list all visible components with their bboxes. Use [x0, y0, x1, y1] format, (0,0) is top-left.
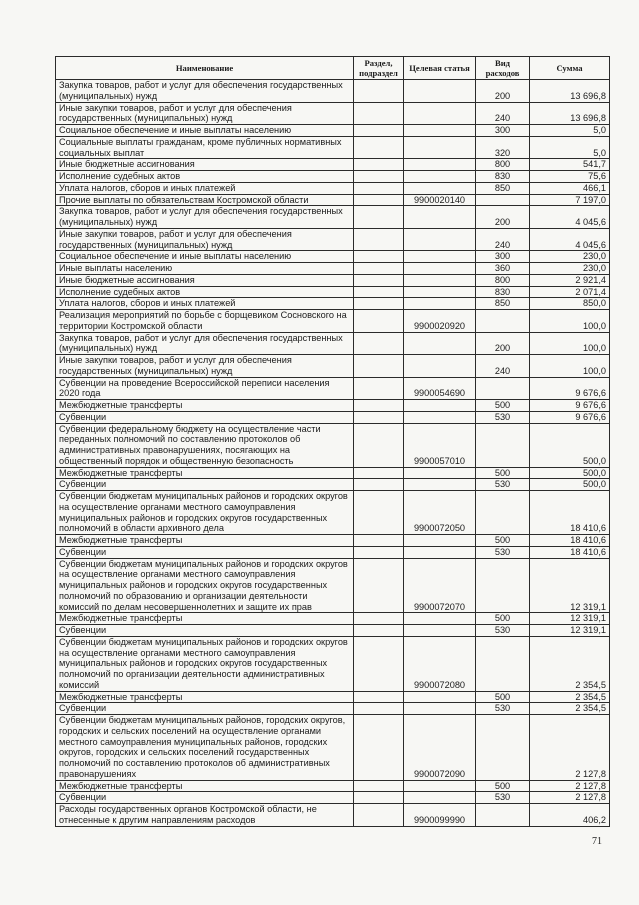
cell-name: Расходы государственных органов Костромской области, не отнесенные к другим направлениям расходов [56, 804, 354, 827]
cell-type: 360 [476, 263, 530, 275]
cell-target: 9900072050 [404, 491, 476, 535]
cell-sum: 9 676,6 [530, 377, 610, 400]
cell-target: 9900099990 [404, 804, 476, 827]
cell-name: Субвенции бюджетам муниципальных районов и городских округов на осуществление органами местного самоуправления муниципальных районов и городских округов государственных полномочий в области архивного дела [56, 491, 354, 535]
cell-sum: 7 197,0 [530, 194, 610, 206]
cell-name: Межбюджетные трансферты [56, 613, 354, 625]
cell-target [404, 206, 476, 229]
cell-sum: 500,0 [530, 479, 610, 491]
cell-section [354, 355, 404, 378]
cell-section [354, 251, 404, 263]
cell-name: Прочие выплаты по обязательствам Костромской области [56, 194, 354, 206]
cell-sum: 5,0 [530, 136, 610, 159]
cell-section [354, 400, 404, 412]
cell-type: 240 [476, 102, 530, 125]
cell-name: Социальное обеспечение и иные выплаты населению [56, 125, 354, 137]
cell-target [404, 703, 476, 715]
cell-section [354, 546, 404, 558]
cell-sum: 2 354,5 [530, 691, 610, 703]
cell-target [404, 251, 476, 263]
cell-name: Реализация мероприятий по борьбе с борщевиком Сосновского на территории Костромской области [56, 310, 354, 333]
cell-section [354, 411, 404, 423]
cell-section [354, 780, 404, 792]
cell-target [404, 171, 476, 183]
cell-name: Субвенции на проведение Всероссийской переписи населения 2020 года [56, 377, 354, 400]
table-row [56, 491, 610, 535]
cell-section [354, 479, 404, 491]
cell-type: 800 [476, 159, 530, 171]
cell-name: Исполнение судебных актов [56, 286, 354, 298]
cell-sum: 2 071,4 [530, 286, 610, 298]
cell-section [354, 159, 404, 171]
cell-target: 9900054690 [404, 377, 476, 400]
cell-sum: 230,0 [530, 251, 610, 263]
table-row [56, 411, 610, 423]
cell-sum: 12 319,1 [530, 613, 610, 625]
cell-target [404, 467, 476, 479]
cell-name: Субвенции бюджетам муниципальных районов и городских округов на осуществление органами местного самоуправления муниципальных районов и городских округов государственных полномочий по организации деятельности административных комиссий [56, 636, 354, 691]
cell-section [354, 703, 404, 715]
table-header [56, 57, 610, 80]
header-sum: Сумма [530, 57, 610, 80]
cell-sum: 18 410,6 [530, 546, 610, 558]
cell-type: 200 [476, 332, 530, 355]
cell-type [476, 491, 530, 535]
cell-sum: 850,0 [530, 298, 610, 310]
cell-type: 530 [476, 411, 530, 423]
cell-type: 500 [476, 691, 530, 703]
table-row [56, 125, 610, 137]
cell-type: 530 [476, 703, 530, 715]
cell-section [354, 206, 404, 229]
header-target: Целевая статья [404, 57, 476, 80]
cell-type: 300 [476, 125, 530, 137]
cell-name: Субвенции [56, 411, 354, 423]
cell-section [354, 298, 404, 310]
cell-type: 240 [476, 355, 530, 378]
table-row [56, 804, 610, 827]
cell-sum: 100,0 [530, 355, 610, 378]
cell-name: Иные бюджетные ассигнования [56, 159, 354, 171]
cell-section [354, 613, 404, 625]
cell-type: 500 [476, 613, 530, 625]
cell-type: 830 [476, 171, 530, 183]
cell-name: Исполнение судебных актов [56, 171, 354, 183]
cell-section [354, 715, 404, 781]
cell-sum: 4 045,6 [530, 206, 610, 229]
cell-target [404, 102, 476, 125]
header-name: Наименование [56, 57, 354, 80]
cell-section [354, 804, 404, 827]
cell-section [354, 274, 404, 286]
cell-sum: 2 127,8 [530, 715, 610, 781]
cell-type: 500 [476, 535, 530, 547]
table-row [56, 310, 610, 333]
cell-section [354, 136, 404, 159]
table-row [56, 400, 610, 412]
table-body [56, 80, 610, 827]
cell-target [404, 182, 476, 194]
cell-name: Социальное обеспечение и иные выплаты населению [56, 251, 354, 263]
cell-type: 200 [476, 80, 530, 103]
cell-target [404, 792, 476, 804]
cell-type: 300 [476, 251, 530, 263]
cell-section [354, 625, 404, 637]
table-row [56, 691, 610, 703]
header-section: Раздел, подраздел [354, 57, 404, 80]
cell-target [404, 228, 476, 251]
cell-type [476, 377, 530, 400]
cell-name: Межбюджетные трансферты [56, 400, 354, 412]
cell-sum: 75,6 [530, 171, 610, 183]
table-row [56, 535, 610, 547]
cell-name: Субвенции [56, 792, 354, 804]
cell-section [354, 194, 404, 206]
cell-name: Субвенции бюджетам муниципальных районов и городских округов на осуществление органами местного самоуправления муниципальных районов и городских округов государственных полномочий по образованию и организации деятельности комиссий по делам несовершеннолетних и защите их прав [56, 558, 354, 613]
table-row [56, 298, 610, 310]
cell-target: 9900020920 [404, 310, 476, 333]
cell-target [404, 625, 476, 637]
table-row [56, 467, 610, 479]
cell-type: 800 [476, 274, 530, 286]
cell-type [476, 310, 530, 333]
cell-name: Межбюджетные трансферты [56, 467, 354, 479]
cell-sum: 9 676,6 [530, 400, 610, 412]
cell-name: Субвенции федеральному бюджету на осуществление части переданных полномочий по составлению протоколов об административных правонарушениях, посягающих на общественный порядок и общественную безопасность [56, 423, 354, 467]
cell-type: 240 [476, 228, 530, 251]
table-row [56, 715, 610, 781]
cell-target [404, 691, 476, 703]
table-row [56, 558, 610, 613]
cell-name: Межбюджетные трансферты [56, 691, 354, 703]
cell-target [404, 159, 476, 171]
cell-target: 9900072090 [404, 715, 476, 781]
cell-sum: 500,0 [530, 423, 610, 467]
cell-type [476, 804, 530, 827]
table-row [56, 171, 610, 183]
table-row [56, 479, 610, 491]
cell-name: Закупка товаров, работ и услуг для обеспечения государственных (муниципальных) нужд [56, 206, 354, 229]
cell-target [404, 125, 476, 137]
cell-sum: 100,0 [530, 310, 610, 333]
cell-sum: 2 354,5 [530, 703, 610, 715]
cell-name: Социальные выплаты гражданам, кроме публичных нормативных социальных выплат [56, 136, 354, 159]
cell-sum: 12 319,1 [530, 558, 610, 613]
cell-section [354, 332, 404, 355]
table-row [56, 102, 610, 125]
cell-section [354, 491, 404, 535]
cell-name: Иные закупки товаров, работ и услуг для обеспечения государственных (муниципальных) нужд [56, 102, 354, 125]
cell-target [404, 80, 476, 103]
cell-name: Закупка товаров, работ и услуг для обеспечения государственных (муниципальных) нужд [56, 80, 354, 103]
cell-type: 320 [476, 136, 530, 159]
cell-type: 200 [476, 206, 530, 229]
budget-table [55, 56, 610, 827]
cell-name: Уплата налогов, сборов и иных платежей [56, 182, 354, 194]
table-row [56, 194, 610, 206]
cell-sum: 5,0 [530, 125, 610, 137]
cell-sum: 13 696,8 [530, 80, 610, 103]
cell-sum: 230,0 [530, 263, 610, 275]
cell-sum: 9 676,6 [530, 411, 610, 423]
cell-name: Иные бюджетные ассигнования [56, 274, 354, 286]
cell-section [354, 80, 404, 103]
cell-section [354, 286, 404, 298]
cell-section [354, 310, 404, 333]
table-row [56, 136, 610, 159]
cell-sum: 2 921,4 [530, 274, 610, 286]
cell-sum: 541,7 [530, 159, 610, 171]
cell-target [404, 332, 476, 355]
table-row [56, 636, 610, 691]
cell-type: 530 [476, 792, 530, 804]
cell-target [404, 535, 476, 547]
table-row [56, 263, 610, 275]
cell-sum: 2 127,8 [530, 792, 610, 804]
cell-section [354, 636, 404, 691]
cell-name: Межбюджетные трансферты [56, 535, 354, 547]
cell-section [354, 171, 404, 183]
cell-target [404, 274, 476, 286]
cell-name: Уплата налогов, сборов и иных платежей [56, 298, 354, 310]
cell-section [354, 792, 404, 804]
cell-target [404, 780, 476, 792]
cell-name: Субвенции [56, 703, 354, 715]
table-row [56, 703, 610, 715]
cell-section [354, 467, 404, 479]
cell-section [354, 263, 404, 275]
cell-type [476, 194, 530, 206]
table-row [56, 423, 610, 467]
cell-target [404, 136, 476, 159]
cell-type [476, 636, 530, 691]
cell-type: 850 [476, 182, 530, 194]
cell-sum: 4 045,6 [530, 228, 610, 251]
table-row [56, 625, 610, 637]
cell-target [404, 286, 476, 298]
cell-sum: 500,0 [530, 467, 610, 479]
cell-type: 530 [476, 479, 530, 491]
cell-target: 9900072070 [404, 558, 476, 613]
cell-name: Субвенции [56, 546, 354, 558]
table-row [56, 780, 610, 792]
cell-sum: 12 319,1 [530, 625, 610, 637]
cell-target: 9900072080 [404, 636, 476, 691]
cell-name: Закупка товаров, работ и услуг для обеспечения государственных (муниципальных) нужд [56, 332, 354, 355]
cell-name: Субвенции [56, 479, 354, 491]
cell-target [404, 355, 476, 378]
cell-type: 500 [476, 780, 530, 792]
page-number: 71 [592, 836, 602, 847]
table-row [56, 792, 610, 804]
table-row [56, 286, 610, 298]
cell-type [476, 423, 530, 467]
table-row [56, 355, 610, 378]
cell-type: 530 [476, 546, 530, 558]
cell-type: 500 [476, 400, 530, 412]
header-type: Вид расходов [476, 57, 530, 80]
table-row [56, 546, 610, 558]
cell-target [404, 479, 476, 491]
cell-section [354, 377, 404, 400]
cell-target [404, 613, 476, 625]
cell-section [354, 535, 404, 547]
cell-sum: 18 410,6 [530, 491, 610, 535]
cell-sum: 406,2 [530, 804, 610, 827]
cell-name: Иные закупки товаров, работ и услуг для обеспечения государственных (муниципальных) нужд [56, 228, 354, 251]
cell-type: 830 [476, 286, 530, 298]
cell-section [354, 228, 404, 251]
cell-name: Межбюджетные трансферты [56, 780, 354, 792]
header-row [56, 57, 610, 80]
cell-target: 9900020140 [404, 194, 476, 206]
table-row [56, 182, 610, 194]
table-row [56, 377, 610, 400]
cell-name: Иные выплаты населению [56, 263, 354, 275]
cell-sum: 100,0 [530, 332, 610, 355]
cell-sum: 18 410,6 [530, 535, 610, 547]
cell-target [404, 411, 476, 423]
cell-name: Иные закупки товаров, работ и услуг для обеспечения государственных (муниципальных) нужд [56, 355, 354, 378]
cell-target [404, 263, 476, 275]
table-row [56, 206, 610, 229]
cell-type: 500 [476, 467, 530, 479]
cell-name: Субвенции бюджетам муниципальных районов, городских округов, городских и сельских поселений на осуществление органами местного самоуправления муниципальных районов, городских округов, городских и сельских поселений государственных полномочий по составлению протоколов об административных правонарушениях [56, 715, 354, 781]
table-row [56, 159, 610, 171]
cell-section [354, 558, 404, 613]
cell-sum: 466,1 [530, 182, 610, 194]
cell-target [404, 298, 476, 310]
cell-name: Субвенции [56, 625, 354, 637]
cell-type [476, 715, 530, 781]
cell-section [354, 182, 404, 194]
cell-target [404, 546, 476, 558]
cell-section [354, 423, 404, 467]
table-row [56, 274, 610, 286]
table-row [56, 251, 610, 263]
cell-sum: 2 354,5 [530, 636, 610, 691]
cell-section [354, 691, 404, 703]
cell-target: 9900057010 [404, 423, 476, 467]
cell-sum: 2 127,8 [530, 780, 610, 792]
cell-sum: 13 696,8 [530, 102, 610, 125]
table-row [56, 80, 610, 103]
cell-type [476, 558, 530, 613]
cell-target [404, 400, 476, 412]
cell-section [354, 125, 404, 137]
table-row [56, 613, 610, 625]
cell-type: 530 [476, 625, 530, 637]
cell-type: 850 [476, 298, 530, 310]
cell-section [354, 102, 404, 125]
table-row [56, 228, 610, 251]
table-row [56, 332, 610, 355]
